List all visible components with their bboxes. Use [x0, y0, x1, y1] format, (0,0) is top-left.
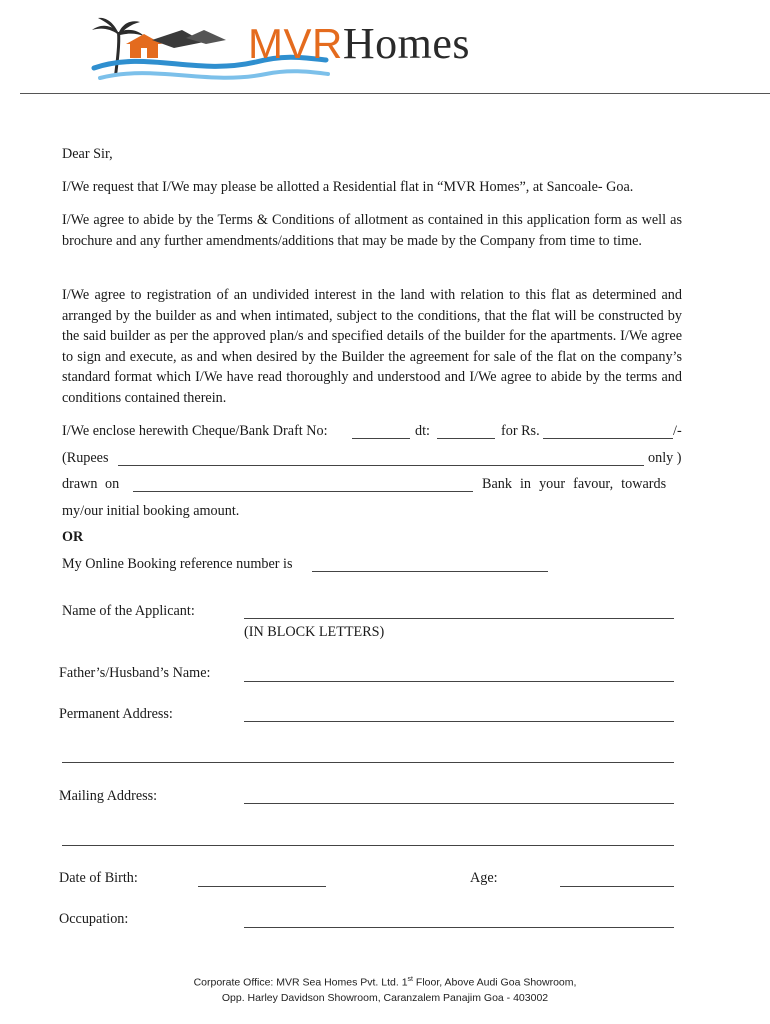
- or-label: OR: [62, 529, 84, 545]
- footer-line-1: [0, 972, 770, 991]
- footer-line-1a: Corporate Office: MVR Sea Homes Pvt. Ltd. 1: [193, 976, 408, 989]
- brand-homes: Homes: [342, 19, 470, 68]
- permanent-address-label: Permanent Address:: [59, 706, 173, 722]
- drawn-on-label: drawn on: [62, 476, 120, 492]
- father-husband-field[interactable]: [244, 681, 674, 682]
- footer-address: [0, 972, 770, 1006]
- header-divider: [20, 93, 770, 94]
- salutation: Dear Sir,: [62, 146, 113, 162]
- online-ref-label: My Online Booking reference number is: [62, 556, 293, 572]
- permanent-address-field[interactable]: [244, 721, 674, 722]
- slash-dash: /-: [673, 423, 682, 439]
- dt-label: dt:: [415, 423, 430, 439]
- online-ref-field[interactable]: [312, 571, 548, 572]
- occupation-label: Occupation:: [59, 911, 129, 927]
- amount-field[interactable]: [543, 438, 673, 439]
- cheque-number-field[interactable]: [352, 438, 410, 439]
- paragraph-registration: I/We agree to registration of an undivided interest in the land with relation to this flat as determined and arranged by the builder as and when intimated, subject to the conditions, that the flat will be constructed by the said builder as per the approved plan/s and specified details of the builder for the apartments. I/We agree to sign and execute, as and when desired by the Builder the agreement for sale of the flat on the company’s standard format which I/We have read thoroughly and understood and I/We agree to abide by the terms and conditions contained therein.: [62, 287, 682, 406]
- father-husband-label: Father’s/Husband’s Name:: [59, 665, 211, 681]
- cheque-label: I/We enclose herewith Cheque/Bank Draft No:: [62, 423, 328, 439]
- applicant-name-label: Name of the Applicant:: [62, 603, 195, 619]
- brand-mvr: MVR: [248, 20, 343, 67]
- footer-line-1-sup: st: [407, 976, 413, 983]
- paragraph-request: I/We request that I/We may please be allotted a Residential flat in “MVR Homes”, at Sancoale- Goa.: [62, 179, 634, 195]
- rupees-label: (Rupees: [62, 450, 109, 466]
- mailing-address-label: Mailing Address:: [59, 788, 158, 804]
- dob-label: Date of Birth:: [59, 870, 138, 886]
- dob-field[interactable]: [198, 886, 326, 887]
- mailing-address-field-2[interactable]: [62, 845, 674, 846]
- block-letters-note: (IN BLOCK LETTERS): [244, 624, 385, 640]
- age-label: Age:: [470, 870, 498, 886]
- occupation-field[interactable]: [244, 927, 674, 928]
- cheque-date-field[interactable]: [437, 438, 495, 439]
- footer-line-1b: Floor, Above Audi Goa Showroom,: [413, 976, 577, 989]
- amount-in-words-field[interactable]: [118, 465, 644, 466]
- mailing-address-field[interactable]: [244, 803, 674, 804]
- age-field[interactable]: [560, 886, 674, 887]
- only-label: only ): [648, 450, 682, 466]
- for-rs-label: for Rs.: [501, 423, 540, 439]
- bank-favour-label: Bank in your favour, towards: [482, 476, 667, 492]
- bank-name-field[interactable]: [133, 491, 473, 492]
- brand-name: [248, 19, 470, 69]
- booking-amount-text: my/our initial booking amount.: [62, 503, 240, 519]
- paragraph-terms: I/We agree to abide by the Terms & Conditions of allotment as contained in this application form as well as brochure and any further amendments/additions that may be made by the Company from time to time.: [62, 212, 682, 249]
- footer-line-2: Opp. Harley Davidson Showroom, Caranzalem Panajim Goa - 403002: [221, 991, 549, 1004]
- applicant-name-field[interactable]: [244, 618, 674, 619]
- permanent-address-field-2[interactable]: [62, 762, 674, 763]
